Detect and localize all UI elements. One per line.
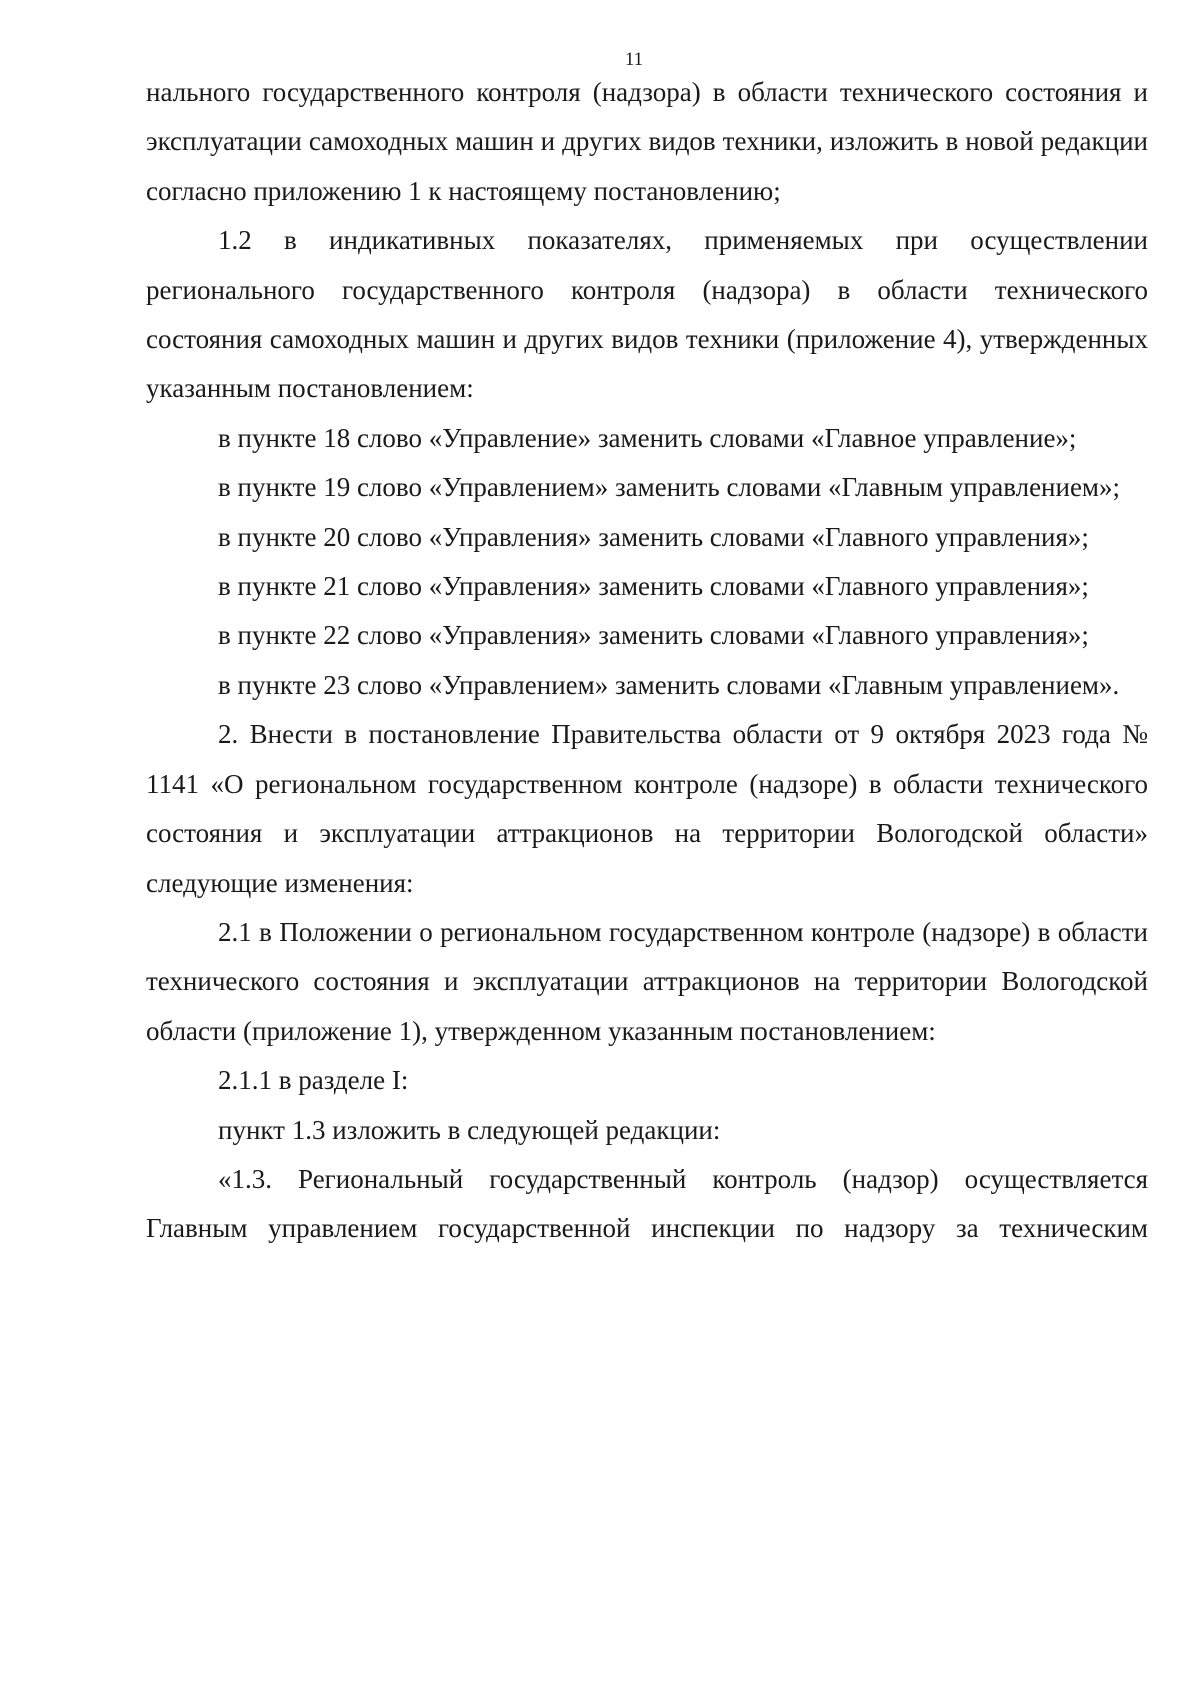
paragraph-item-20: в пункте 20 слово «Управления» заменить словами «Главного управления»; <box>218 521 1089 552</box>
paragraph-continuation: нального государственного контроля (надзора) в области технического состояния и эксплуатации самоходных машин и других видов техники, изложить в новой редакции согласно приложению 1 к настоящему постановлению; <box>146 77 1148 206</box>
paragraph-item-18: в пункте 18 слово «Управление» заменить словами «Главное управление»; <box>218 422 1077 453</box>
paragraph-item-22: в пункте 22 слово «Управления» заменить словами «Главного управления»; <box>218 620 1089 651</box>
paragraph-quote-1-3: «1.3. Региональный государственный контроль (надзор) осуществляется Главным управлением государственной инспекции по надзору за техническим <box>146 1163 1148 1244</box>
paragraph-item-19: в пункте 19 слово «Управлением» заменить словами «Главным управлением»; <box>218 472 1121 503</box>
paragraph-2-1: 2.1 в Положении о региональном государственном контроле (надзоре) в области технического состояния и эксплуатации аттракционов на территории Вологодской области (приложение 1), утвержденном указанным постановлением: <box>146 916 1148 1046</box>
paragraph-item-21: в пункте 21 слово «Управления» заменить словами «Главного управления»; <box>218 571 1089 602</box>
document-body <box>146 68 1148 1254</box>
paragraph-1-2: 1.2 в индикативных показателях, применяемых при осуществлении регионального государственного контроля (надзора) в области технического состояния самоходных машин и других видов техники (приложение 4), утвержденных указанным постановлением: <box>146 225 1148 404</box>
paragraph-2-1-1: 2.1.1 в разделе I: <box>218 1065 409 1096</box>
paragraph-item-1-3: пункт 1.3 изложить в следующей редакции: <box>218 1114 721 1145</box>
paragraph-2: 2. Внести в постановление Правительства области от 9 октября 2023 года № 1141 «О региональном государственном контроле (надзоре) в области технического состояния и эксплуатации аттракционов на территории Вологодской области» следующие изменения: <box>146 719 1148 898</box>
paragraph-item-23: в пункте 23 слово «Управлением» заменить словами «Главным управлением». <box>218 669 1120 700</box>
page-number: 11 <box>624 49 644 70</box>
